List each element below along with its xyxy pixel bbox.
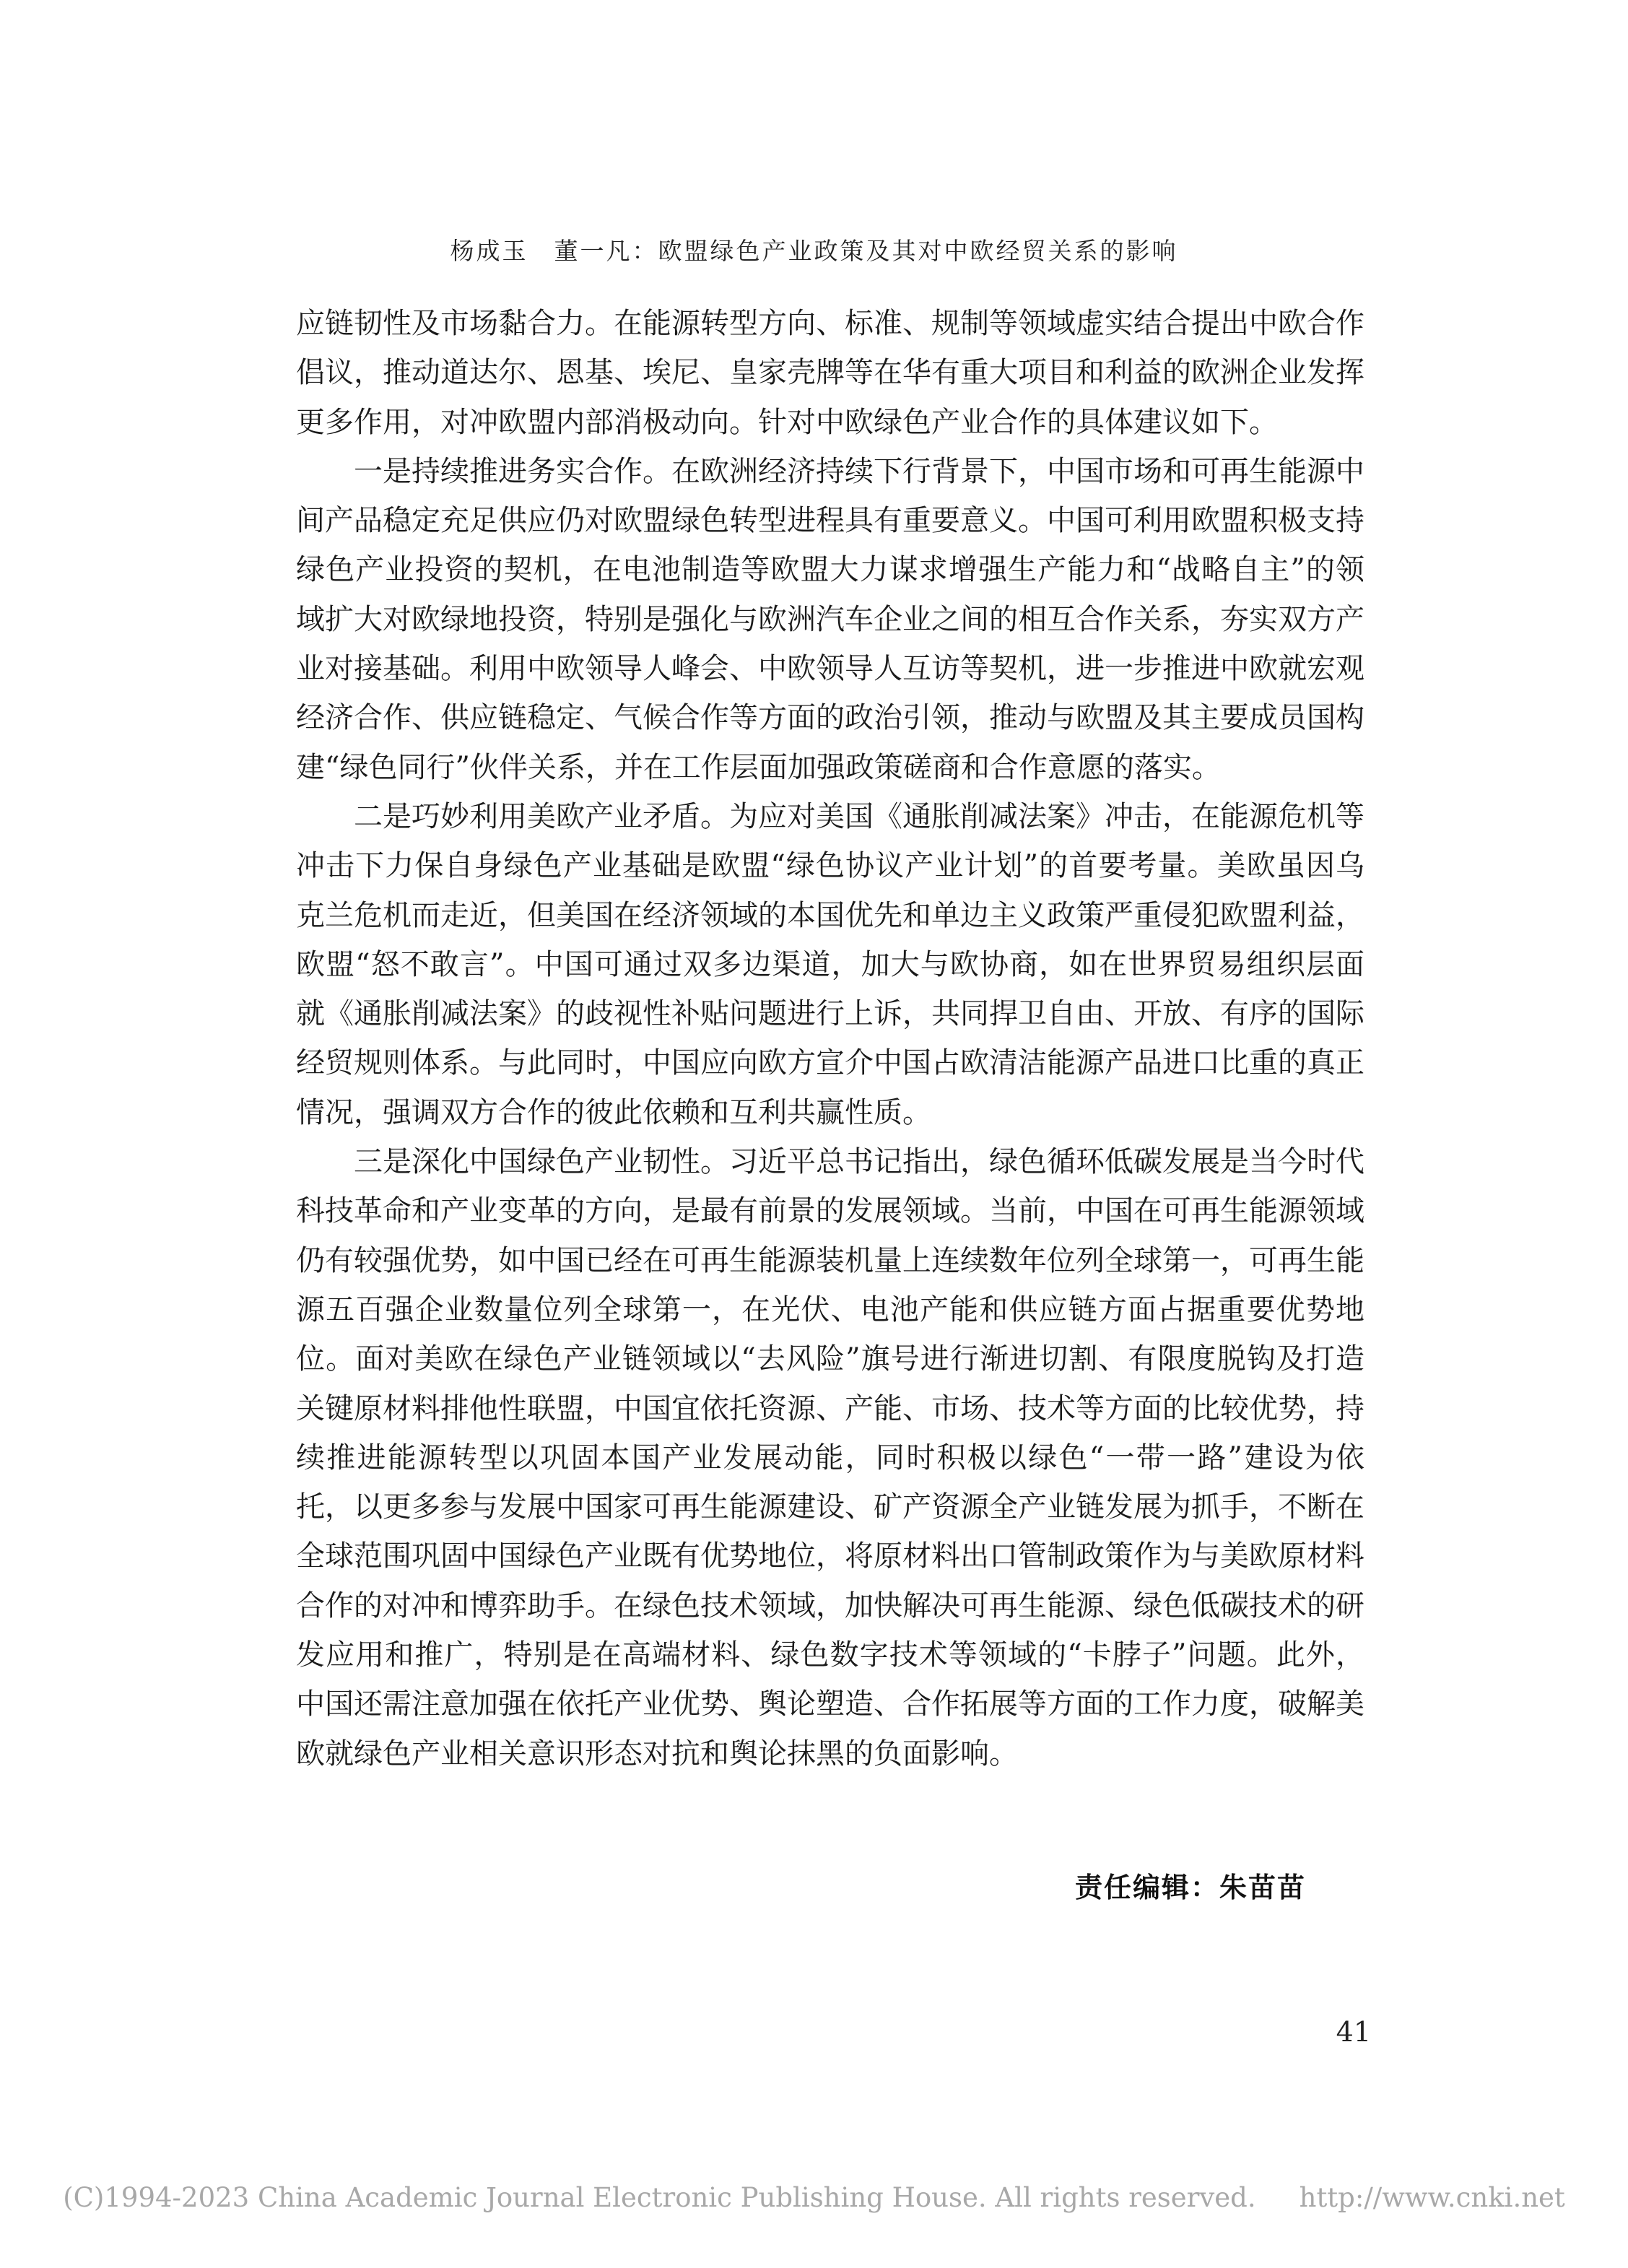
page-number: 41 <box>1336 2016 1371 2048</box>
running-header <box>0 233 1628 266</box>
article-body <box>296 299 1364 1778</box>
responsible-editor: 责任编辑：朱苗苗 <box>1074 1872 1306 1903</box>
paragraph-continuation: 应链韧性及市场黏合力。在能源转型方向、标准、规制等领域虚实结合提出中欧合作倡议，推动道达尔、恩基、埃尼、皇家壳牌等在华有重大项目和利益的欧洲企业发挥更多作用，对冲欧盟内部消极动向。针对中欧绿色产业合作的具体建议如下。 <box>296 307 1364 439</box>
copyright-notice: (C)1994-2023 China Academic Journal Electronic Publishing House. All rights reserved. <box>63 2182 1256 2213</box>
paragraph-pragmatic-cooperation: 一是持续推进务实合作。在欧洲经济持续下行背景下，中国市场和可再生能源中间产品稳定充足供应仍对欧盟绿色转型进程具有重要意义。中国可利用欧盟积极支持绿色产业投资的契机，在电池制造等欧盟大力谋求增强生产能力和“战略自主”的领域扩大对欧绿地投资，特别是强化与欧洲汽车企业之间的相互合作关系，夯实双方产业对接基础。利用中欧领导人峰会、中欧领导人互访等契机，进一步推进中欧就宏观经济合作、供应链稳定、气候合作等方面的政治引领，推动与欧盟及其主要成员国构建“绿色同行”伙伴关系，并在工作层面加强政策磋商和合作意愿的落实。 <box>296 454 1364 784</box>
paragraph-us-eu-contradictions: 二是巧妙利用美欧产业矛盾。为应对美国《通胀削减法案》冲击，在能源危机等冲击下力保自身绿色产业基础是欧盟“绿色协议产业计划”的首要考量。美欧虽因乌克兰危机而走近，但美国在经济领域的本国优先和单边主义政策严重侵犯欧盟利益，欧盟“怒不敢言”。中国可通过双多边渠道，加大与欧协商，如在世界贸易组织层面就《通胀削减法案》的歧视性补贴问题进行上诉，共同捍卫自由、开放、有序的国际经贸规则体系。与此同时，中国应向欧方宣介中国占欧清洁能源产品进口比重的真正情况，强调双方合作的彼此依赖和互利共赢性质。 <box>296 799 1364 1129</box>
running-header-authors: 杨成玉 董一凡： <box>450 237 658 265</box>
cnki-url: http://www.cnki.net <box>1299 2182 1565 2213</box>
copyright-footer <box>0 2182 1628 2213</box>
paragraph-industry-resilience: 三是深化中国绿色产业韧性。习近平总书记指出，绿色循环低碳发展是当今时代科技革命和产业变革的方向，是最有前景的发展领域。当前，中国在可再生能源领域仍有较强优势，如中国已经在可再生能源装机量上连续数年位列全球第一，可再生能源五百强企业数量位列全球第一，在光伏、电池产能和供应链方面占据重要优势地位。面对美欧在绿色产业链领域以“去风险”旗号进行渐进切割、有限度脱钩及打造关键原材料排他性联盟，中国宜依托资源、产能、市场、技术等方面的比较优势，持续推进能源转型以巩固本国产业发展动能，同时积极以绿色“一带一路”建设为依托，以更多参与发展中国家可再生能源建设、矿产资源全产业链发展为抓手，不断在全球范围巩固中国绿色产业既有优势地位，将原材料出口管制政策作为与美欧原材料合作的对冲和博弈助手。在绿色技术领域，加快解决可再生能源、绿色低碳技术的研发应用和推广，特别是在高端材料、绿色数字技术等领域的“卡脖子”问题。此外，中国还需注意加强在依托产业优势、舆论塑造、合作拓展等方面的工作力度，破解美欧就绿色产业相关意识形态对抗和舆论抹黑的负面影响。 <box>296 1145 1364 1770</box>
running-header-title: 欧盟绿色产业政策及其对中欧经贸关系的影响 <box>658 237 1178 265</box>
